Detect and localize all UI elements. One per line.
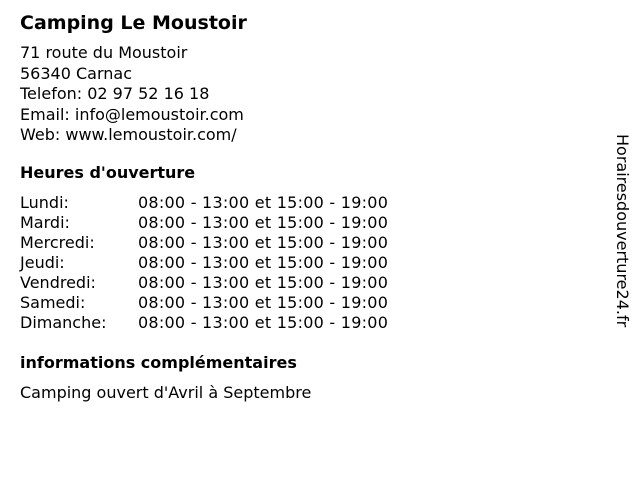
hours-row-friday xyxy=(20,273,388,293)
hours-row-thursday xyxy=(20,253,388,273)
hours-day: Vendredi: xyxy=(20,273,96,292)
business-name: Camping Le Moustoir xyxy=(20,12,247,34)
hours-row-monday xyxy=(20,193,388,213)
hours-time: 08:00 - 13:00 et 15:00 - 19:00 xyxy=(138,253,389,272)
hours-day: Mardi: xyxy=(20,213,70,232)
opening-hours-table xyxy=(20,193,388,333)
hours-time: 08:00 - 13:00 et 15:00 - 19:00 xyxy=(138,213,389,232)
hours-row-wednesday xyxy=(20,233,388,253)
hours-row-tuesday xyxy=(20,213,388,233)
hours-time: 08:00 - 13:00 et 15:00 - 19:00 xyxy=(138,313,389,332)
address-street: 71 route du Moustoir xyxy=(20,43,188,62)
hours-time: 08:00 - 13:00 et 15:00 - 19:00 xyxy=(138,193,389,212)
email-line: Email: info@lemoustoir.com xyxy=(20,104,244,124)
hours-row-saturday xyxy=(20,293,388,313)
hours-row-sunday xyxy=(20,313,388,333)
address-city: 56340 Carnac xyxy=(20,63,132,83)
additional-info-heading: informations complémentaires xyxy=(20,353,297,372)
additional-info-text: Camping ouvert d'Avril à Septembre xyxy=(20,383,312,402)
site-watermark: Horairesdouverture24.fr xyxy=(613,134,632,328)
web-line: Web: www.lemoustoir.com/ xyxy=(20,125,237,144)
hours-day: Jeudi: xyxy=(20,253,65,272)
hours-time: 08:00 - 13:00 et 15:00 - 19:00 xyxy=(138,233,389,252)
hours-day: Samedi: xyxy=(20,293,86,312)
contact-block xyxy=(20,43,244,146)
phone-line: Telefon: 02 97 52 16 18 xyxy=(20,84,210,103)
hours-day: Dimanche: xyxy=(20,313,107,332)
opening-hours-heading: Heures d'ouverture xyxy=(20,163,196,182)
hours-time: 08:00 - 13:00 et 15:00 - 19:00 xyxy=(138,293,389,312)
hours-day: Lundi: xyxy=(20,193,69,212)
hours-day: Mercredi: xyxy=(20,233,95,252)
hours-time: 08:00 - 13:00 et 15:00 - 19:00 xyxy=(138,273,389,292)
